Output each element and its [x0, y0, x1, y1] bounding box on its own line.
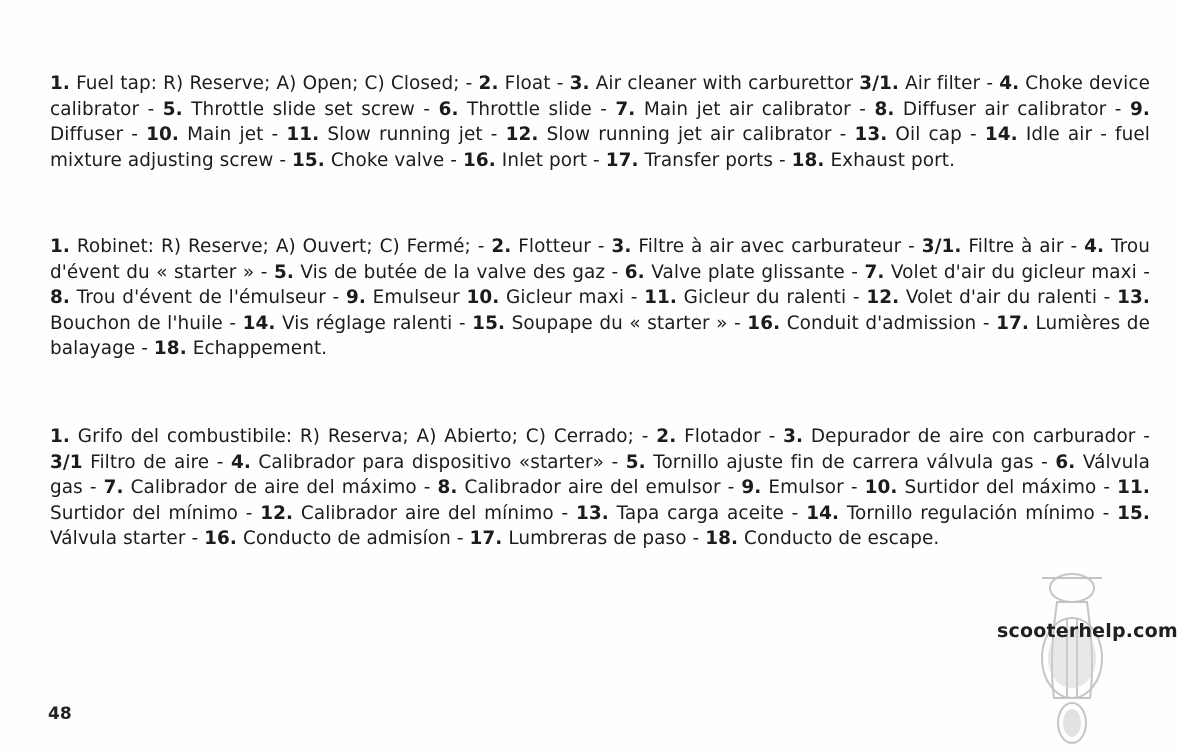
- watermark-text: scooterhelp.com: [997, 620, 1178, 642]
- legend-item-number: 6.: [624, 261, 645, 283]
- legend-item-text: Emulsor -: [761, 477, 865, 499]
- legend-item-text: Slow running jet air calibrator -: [538, 124, 855, 146]
- legend-item-text: Choke valve -: [324, 149, 463, 171]
- legend-item-number: 13.: [854, 124, 888, 146]
- legend-spanish: [50, 424, 1150, 552]
- legend-item-text: Idle air - fuel mixture adjusting screw -: [50, 124, 1151, 171]
- legend-item-number: 18.: [791, 149, 825, 171]
- legend-item-number: 3.: [783, 426, 804, 447]
- legend-item-number: 7.: [615, 98, 636, 120]
- legend-item-text: Valve plate glissante -: [644, 261, 865, 283]
- legend-item-text: Filtre à air avec carburateur -: [631, 236, 922, 257]
- legend-item-text: Bouchon de l'huile -: [50, 312, 243, 334]
- legend-item-number: 8.: [437, 477, 458, 499]
- legend-item-text: Válvula gas -: [50, 451, 1150, 499]
- legend-item-number: 11.: [644, 287, 678, 309]
- legend-item-text: Gicleur maxi -: [499, 287, 645, 309]
- legend-item-text: Filtre à air -: [961, 236, 1085, 257]
- legend-item-text: Emulseur: [365, 287, 467, 309]
- legend-item-number: 16.: [747, 312, 781, 334]
- legend-item-number: 5.: [625, 451, 646, 473]
- legend-item-number: 15.: [472, 312, 506, 334]
- legend-item-number: 8.: [50, 287, 70, 309]
- legend-item-number: 16.: [204, 528, 238, 550]
- legend-item-number: 12.: [260, 502, 294, 524]
- legend-item-text: Fuel tap: R) Reserve; A) Open; C) Closed; -: [69, 73, 479, 94]
- legend-item-number: 13.: [1117, 287, 1150, 309]
- legend-item-text: Trou d'évent du « starter » -: [50, 236, 1150, 283]
- legend-item-text: Volet d'air du gicleur maxi -: [884, 261, 1150, 283]
- legend-item-text: Vis réglage ralenti -: [275, 312, 473, 334]
- legend-item-number: 9.: [741, 477, 762, 499]
- legend-item-text: Flotteur -: [511, 236, 612, 257]
- legend-item-text: Main jet -: [178, 124, 287, 146]
- legend-item-text: Trou d'évent de l'émulseur -: [69, 287, 346, 309]
- legend-item-text: Throttle slide set screw -: [182, 98, 439, 120]
- legend-item-text: Soupape du « starter » -: [505, 312, 748, 334]
- legend-item-number: 16.: [462, 149, 496, 171]
- legend-item-text: Calibrador para dispositivo «starter» -: [250, 451, 626, 473]
- legend-item-text: Vis de butée de la valve des gaz -: [293, 261, 625, 283]
- legend-item-text: Robinet: R) Reserve; A) Ouvert; C) Fermé; -: [69, 236, 492, 257]
- legend-item-number: 1.: [50, 426, 70, 447]
- legend-item-number: 14.: [242, 312, 276, 334]
- legend-item-text: Tornillo regulación mínimo -: [839, 502, 1118, 524]
- legend-item-text: Diffuser air calibrator -: [894, 98, 1130, 120]
- legend-item-text: Depurador de aire con carburador -: [803, 426, 1150, 447]
- legend-item-text: Throttle slide -: [458, 98, 616, 120]
- legend-item-number: 5.: [162, 98, 183, 120]
- legend-item-number: 7.: [864, 261, 885, 283]
- scooter-icon: [1012, 548, 1132, 748]
- legend-item-number: 10.: [466, 287, 500, 309]
- legend-item-number: 6.: [438, 98, 459, 120]
- legend-item-text: Válvula starter -: [50, 528, 205, 550]
- page-number: 48: [48, 704, 72, 724]
- legend-item-number: 6.: [1055, 451, 1076, 473]
- legend-item-text: Lumbreras de paso -: [502, 528, 706, 550]
- legend-item-text: Air cleaner with carburettor: [589, 73, 860, 94]
- legend-item-text: Calibrador de aire del máximo -: [123, 477, 438, 499]
- legend-item-text: Surtidor del máximo -: [897, 477, 1118, 499]
- legend-item-text: Echappement.: [186, 338, 328, 360]
- legend-item-text: Conducto de admisíon -: [237, 528, 470, 550]
- legend-item-number: 3/1: [50, 451, 83, 473]
- legend-item-text: Surtidor del mínimo -: [50, 502, 261, 524]
- legend-item-text: Air filter -: [899, 73, 1000, 94]
- legend-item-number: 4.: [999, 73, 1020, 94]
- legend-item-number: 5.: [273, 261, 294, 283]
- legend-item-number: 2.: [491, 236, 512, 257]
- legend-item-number: 3.: [611, 236, 632, 257]
- legend-english: [50, 71, 1150, 173]
- legend-item-text: Diffuser -: [50, 124, 147, 146]
- legend-item-number: 4.: [1084, 236, 1105, 257]
- legend-item-number: 15.: [1117, 502, 1151, 524]
- legend-item-text: Gicleur du ralenti -: [677, 287, 867, 309]
- legend-item-text: Flotador -: [676, 426, 784, 447]
- legend-item-number: 1.: [50, 73, 70, 94]
- legend-item-number: 9.: [345, 287, 366, 309]
- legend-item-text: Grifo del combustibile: R) Reserva; A) Abierto; C) Cerrado; -: [69, 426, 657, 447]
- legend-item-number: 18.: [705, 528, 739, 550]
- legend-item-text: Main jet air calibrator -: [635, 98, 875, 120]
- legend-item-number: 8.: [874, 98, 895, 120]
- legend-item-number: 4.: [230, 451, 251, 473]
- legend-item-text: Calibrador aire del emulsor -: [457, 477, 742, 499]
- legend-item-number: 13.: [575, 502, 609, 524]
- legend-item-number: 3/1.: [859, 73, 899, 94]
- legend-item-number: 3/1.: [921, 236, 962, 257]
- legend-item-number: 17.: [996, 312, 1029, 334]
- legend-item-number: 3.: [569, 73, 590, 94]
- legend-item-text: Inlet port -: [495, 149, 606, 171]
- legend-item-text: Tornillo ajuste fin de carrera válvula gas -: [645, 451, 1056, 473]
- legend-item-number: 2.: [656, 426, 677, 447]
- legend-item-number: 15.: [292, 149, 325, 171]
- legend-item-number: 10.: [146, 124, 179, 146]
- legend-item-number: 14.: [984, 124, 1018, 146]
- legend-item-number: 9.: [1130, 98, 1150, 120]
- legend-item-text: Lumières de balayage -: [50, 312, 1150, 360]
- legend-item-number: 14.: [806, 502, 840, 524]
- legend-item-number: 11.: [286, 124, 320, 146]
- legend-item-text: Oil cap -: [887, 124, 985, 146]
- legend-item-number: 10.: [864, 477, 898, 499]
- legend-item-number: 7.: [103, 477, 124, 499]
- legend-item-number: 12.: [866, 287, 900, 309]
- legend-french: [50, 234, 1150, 362]
- legend-item-number: 11.: [1117, 477, 1151, 499]
- legend-item-text: Tapa carga aceite -: [608, 502, 807, 524]
- legend-item-text: Conduit d'admission -: [780, 312, 997, 334]
- legend-item-number: 1.: [50, 236, 70, 257]
- legend-item-text: Conducto de escape.: [738, 528, 940, 550]
- legend-item-text: Float -: [498, 73, 570, 94]
- legend-item-text: Slow running jet -: [319, 124, 506, 146]
- legend-item-text: Exhaust port.: [824, 149, 956, 171]
- legend-item-number: 17.: [469, 528, 503, 550]
- legend-item-number: 17.: [605, 149, 639, 171]
- legend-item-number: 18.: [153, 338, 187, 360]
- legend-item-number: 12.: [505, 124, 539, 146]
- legend-item-number: 2.: [478, 73, 499, 94]
- legend-item-text: Volet d'air du ralenti -: [899, 287, 1118, 309]
- legend-item-text: Choke device calibrator -: [50, 73, 1150, 120]
- legend-item-text: Transfer ports -: [638, 149, 792, 171]
- legend-item-text: Filtro de aire -: [82, 451, 231, 473]
- legend-item-text: Calibrador aire del mínimo -: [293, 502, 576, 524]
